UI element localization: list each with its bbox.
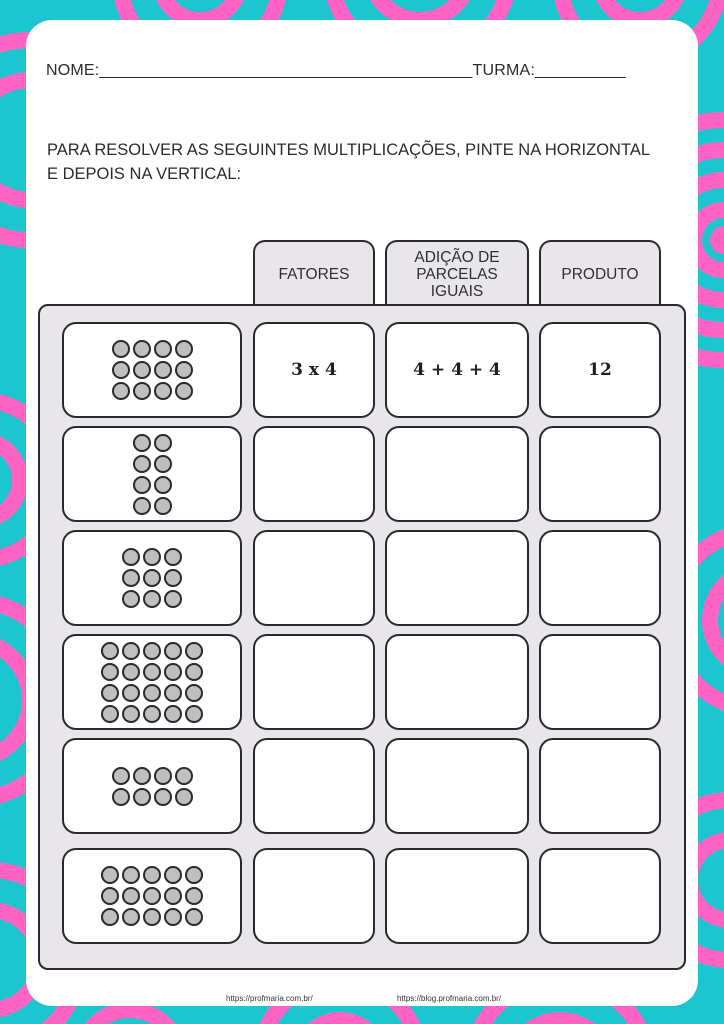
column-header-adicao: ADIÇÃO DE PARCELAS IGUAIS (385, 240, 529, 306)
adicao-cell[interactable] (385, 322, 529, 418)
fatores-cell[interactable] (253, 738, 375, 834)
dot-array (101, 866, 203, 926)
dot-icon (101, 887, 119, 905)
dot-icon (175, 788, 193, 806)
dot-icon (143, 642, 161, 660)
table-panel (38, 304, 686, 970)
dot-icon (175, 382, 193, 400)
dots-cell (62, 322, 242, 418)
fatores-cell[interactable] (253, 426, 375, 522)
produto-cell[interactable] (539, 426, 661, 522)
dot-icon (101, 663, 119, 681)
dot-icon (122, 908, 140, 926)
dot-icon (133, 767, 151, 785)
dot-icon (185, 705, 203, 723)
dot-icon (122, 590, 140, 608)
instruction-text (47, 138, 687, 186)
dot-icon (101, 705, 119, 723)
dot-array (122, 548, 182, 608)
dot-icon (133, 340, 151, 358)
dot-icon (122, 569, 140, 587)
dot-icon (154, 434, 172, 452)
dot-array (101, 642, 203, 723)
column-header-produto: PRODUTO (539, 240, 661, 306)
dot-array (112, 340, 193, 400)
footer-link-site[interactable]: https://profmaria.com.br/ (226, 994, 313, 1003)
dot-icon (185, 684, 203, 702)
dot-icon (133, 476, 151, 494)
dot-icon (164, 908, 182, 926)
dot-icon (164, 866, 182, 884)
dot-icon (164, 590, 182, 608)
produto-cell-text: 12 (588, 360, 612, 380)
dot-icon (164, 569, 182, 587)
dot-icon (101, 642, 119, 660)
fatores-cell[interactable] (253, 322, 375, 418)
dot-icon (101, 908, 119, 926)
dot-icon (122, 866, 140, 884)
dot-icon (154, 340, 172, 358)
dot-icon (185, 908, 203, 926)
name-class-line (46, 62, 686, 80)
dot-icon (164, 663, 182, 681)
adicao-cell[interactable] (385, 738, 529, 834)
dot-icon (143, 569, 161, 587)
dot-icon (185, 663, 203, 681)
dot-icon (133, 361, 151, 379)
produto-cell[interactable] (539, 738, 661, 834)
fatores-cell[interactable] (253, 634, 375, 730)
dot-icon (175, 767, 193, 785)
fatores-cell[interactable] (253, 848, 375, 944)
dot-icon (143, 866, 161, 884)
produto-cell[interactable] (539, 530, 661, 626)
dot-icon (143, 908, 161, 926)
dot-icon (112, 788, 130, 806)
column-header-fatores: FATORES (253, 240, 375, 306)
dot-icon (133, 434, 151, 452)
dot-icon (175, 361, 193, 379)
dot-icon (185, 642, 203, 660)
dots-cell (62, 530, 242, 626)
dot-icon (185, 887, 203, 905)
adicao-cell[interactable] (385, 530, 529, 626)
dots-cell (62, 426, 242, 522)
adicao-cell[interactable] (385, 426, 529, 522)
dot-icon (154, 497, 172, 515)
fatores-cell[interactable] (253, 530, 375, 626)
dot-icon (122, 642, 140, 660)
name-label: NOME: (46, 62, 100, 79)
dot-icon (164, 887, 182, 905)
dot-icon (133, 382, 151, 400)
dot-icon (112, 361, 130, 379)
instruction-line-2: E DEPOIS NA VERTICAL: (47, 165, 242, 183)
dot-icon (112, 382, 130, 400)
dots-cell (62, 634, 242, 730)
dot-icon (133, 788, 151, 806)
dot-icon (154, 476, 172, 494)
dot-icon (101, 684, 119, 702)
instruction-line-1: PARA RESOLVER AS SEGUINTES MULTIPLICAÇÕES, PINTE NA HORIZONTAL (47, 141, 650, 159)
dot-icon (122, 684, 140, 702)
dot-icon (154, 382, 172, 400)
dot-icon (122, 663, 140, 681)
dot-icon (122, 548, 140, 566)
dot-icon (164, 684, 182, 702)
dot-icon (122, 887, 140, 905)
dot-icon (143, 590, 161, 608)
dot-icon (133, 497, 151, 515)
dot-icon (164, 705, 182, 723)
adicao-cell[interactable] (385, 848, 529, 944)
dots-cell (62, 848, 242, 944)
dot-icon (154, 767, 172, 785)
dot-icon (112, 767, 130, 785)
dot-array (133, 434, 172, 515)
footer-link-blog[interactable]: https://blog.profmaria.com.br/ (397, 994, 502, 1003)
class-field[interactable]: __________ (535, 62, 627, 79)
dot-icon (143, 887, 161, 905)
adicao-cell-text: 4 + 4 + 4 (413, 360, 501, 380)
fatores-cell-text: 3 x 4 (291, 360, 337, 380)
dot-icon (143, 548, 161, 566)
dot-icon (122, 705, 140, 723)
adicao-cell[interactable] (385, 634, 529, 730)
dot-icon (185, 866, 203, 884)
dots-cell (62, 738, 242, 834)
dot-icon (143, 663, 161, 681)
dot-icon (112, 340, 130, 358)
produto-cell[interactable] (539, 634, 661, 730)
dot-icon (143, 684, 161, 702)
class-label: TURMA: (472, 62, 536, 79)
dot-icon (143, 705, 161, 723)
dot-icon (175, 340, 193, 358)
dot-array (112, 767, 193, 806)
dot-icon (154, 361, 172, 379)
dot-icon (101, 866, 119, 884)
dot-icon (164, 548, 182, 566)
name-field[interactable]: _________________________________________ (99, 62, 473, 79)
produto-cell[interactable] (539, 322, 661, 418)
produto-cell[interactable] (539, 848, 661, 944)
dot-icon (164, 642, 182, 660)
dot-icon (133, 455, 151, 473)
dot-icon (154, 788, 172, 806)
dot-icon (154, 455, 172, 473)
